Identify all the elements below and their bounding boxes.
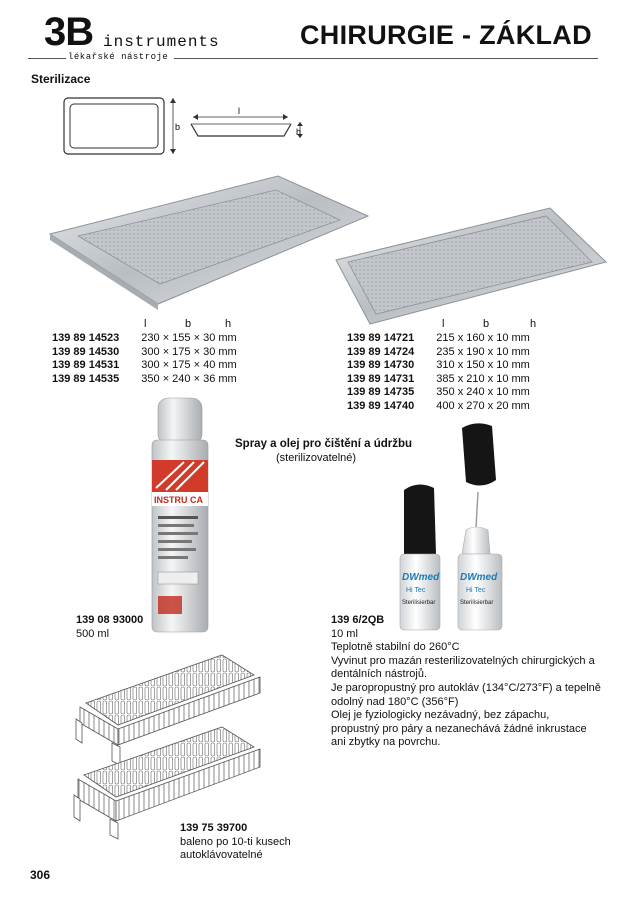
bottle-sub-right: Hi Tec <box>466 587 486 594</box>
oil-line: Teplotně stabilní do 260°C <box>331 641 460 654</box>
bottle-sub-left: Hi Tec <box>406 587 426 594</box>
right-header-b: b <box>483 318 490 330</box>
table-row <box>52 373 237 387</box>
logo-subtitle: lékařské nástroje <box>68 52 169 62</box>
tray-dimension-diagram <box>60 92 320 162</box>
table-row <box>347 359 530 373</box>
product-dims: 400 x 270 x 20 mm <box>436 399 530 412</box>
flat-tray-image <box>334 204 610 328</box>
product-dims: 215 x 160 x 10 mm <box>436 332 530 344</box>
page-number: 306 <box>30 868 51 882</box>
oil-line: 10 ml <box>331 627 358 640</box>
oil-line: Je paropropustný pro autokláv (134°C/273°F) a tepelně <box>331 681 601 694</box>
oil-line: Vyvinut pro mazán resterilizovatelných chirurgických a <box>331 654 595 667</box>
product-dims: 230 × 155 × 30 mm <box>141 332 237 344</box>
bottle-brand-right: DWmed <box>460 572 498 583</box>
spray-can-image <box>144 396 214 636</box>
product-code: 139 89 14735 <box>347 386 415 398</box>
product-dims: 350 x 240 x 10 mm <box>436 386 530 398</box>
product-code: 139 89 14535 <box>52 372 120 385</box>
product-dims: 300 × 175 × 40 mm <box>141 359 237 371</box>
spray-title: Spray a olej pro čištění a údržbu <box>235 438 413 450</box>
oil-line: dentálních nástrojů. <box>331 668 428 681</box>
section-title: Sterilizace <box>31 72 91 86</box>
rack-line: autoklávovatelné <box>180 849 263 862</box>
product-dims: 350 × 240 × 36 mm <box>141 372 237 385</box>
product-code: 139 89 14523 <box>52 332 120 344</box>
product-code: 139 89 14730 <box>347 359 415 371</box>
table-row <box>347 400 530 414</box>
table-row <box>52 332 237 346</box>
right-header-l: l <box>442 318 445 330</box>
right-dimension-table <box>347 332 530 413</box>
table-row <box>347 346 530 360</box>
table-row <box>52 346 237 360</box>
oil-bottles-image <box>396 420 522 638</box>
product-dims: 300 × 175 × 30 mm <box>141 345 237 358</box>
diagram-label-l: l <box>238 106 240 116</box>
bottle-brand-left: DWmed <box>402 572 440 583</box>
product-code: 139 89 14724 <box>347 345 415 358</box>
oil-code: 139 6/2QB <box>331 614 385 626</box>
product-code: 139 89 14530 <box>52 345 120 358</box>
spray-volume: 500 ml <box>76 628 110 640</box>
table-row <box>347 332 530 346</box>
product-code: 139 89 14721 <box>347 332 415 344</box>
product-dims: 235 x 190 x 10 mm <box>436 345 530 358</box>
diagram-label-b: b <box>175 122 181 132</box>
spray-code: 139 08 93000 <box>76 614 144 626</box>
product-code: 139 89 14531 <box>52 359 120 371</box>
logo-3b: 3B <box>44 10 94 54</box>
right-header-h: h <box>530 318 537 330</box>
oil-description <box>331 614 611 750</box>
instrument-rack-image <box>72 645 268 841</box>
oil-line: odolný nad 180°C (356°F) <box>331 695 459 708</box>
oil-line: propustný pro páry a nezanechává žádné inkrustace <box>331 722 587 735</box>
product-code: 139 89 14740 <box>347 399 415 412</box>
oil-line: ani zbytky na povrchu. <box>331 736 441 749</box>
spray-subtitle: (sterilizovatelné) <box>276 452 357 464</box>
bottle-text-right: Sterilisierbar <box>460 600 494 606</box>
left-header-b: b <box>185 318 192 330</box>
product-dims: 385 x 210 x 10 mm <box>436 372 530 385</box>
page-title: CHIRURGIE - ZÁKLAD <box>300 20 592 50</box>
oil-line: Olej je fyziologicky nezávadný, bez zápachu, <box>331 709 550 722</box>
left-header-l: l <box>144 318 147 330</box>
table-row <box>52 359 237 373</box>
left-header-h: h <box>225 318 232 330</box>
spray-can-label: INSTRU CA <box>154 495 203 505</box>
table-row <box>347 373 530 387</box>
deep-tray-image <box>48 172 370 312</box>
rack-line: baleno po 10-ti kusech <box>180 835 291 848</box>
table-row <box>347 386 530 400</box>
product-code: 139 89 14731 <box>347 372 415 385</box>
diagram-label-h: h <box>296 127 302 137</box>
product-dims: 310 x 150 x 10 mm <box>436 359 530 371</box>
bottle-text-left: Sterilisierbar <box>402 600 436 606</box>
rack-code: 139 75 39700 <box>180 822 248 834</box>
logo-instruments-word: instruments <box>103 33 220 51</box>
left-dimension-table <box>52 332 237 386</box>
rack-description <box>180 822 291 863</box>
